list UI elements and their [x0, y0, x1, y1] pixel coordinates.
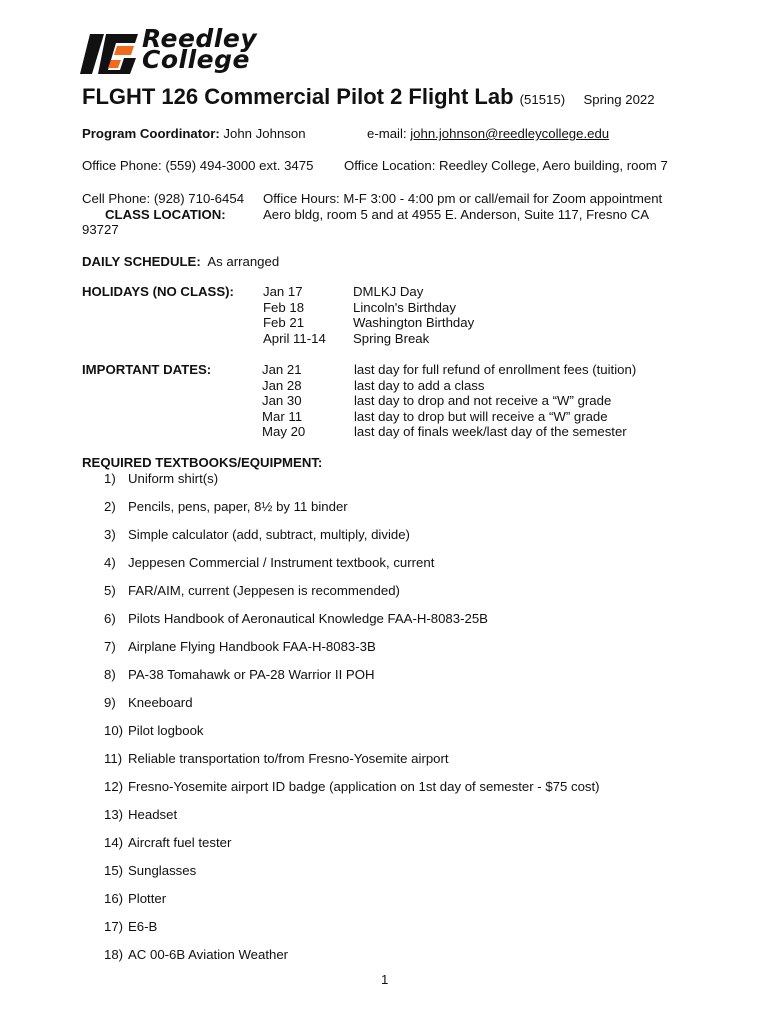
important-date-list [262, 362, 305, 440]
program-coordinator: Program Coordinator: John Johnson [82, 126, 306, 141]
important-date-note: last day for full refund of enrollment fees (tuition) [354, 362, 637, 377]
important-dates-label: IMPORTANT DATES: [82, 362, 212, 377]
list-item: 2) Pencils, pens, paper, 8½ by 11 binder [104, 499, 348, 514]
holiday-name: Lincoln's Birthday [353, 299, 456, 315]
important-date-note: last day to drop and not receive a “W” grade [354, 393, 612, 408]
cell-phone: Cell Phone: (928) 710-6454 [82, 191, 245, 206]
important-date: May 20 [262, 424, 306, 439]
office-location: Office Location: Reedley College, Aero building, room 7 [344, 158, 668, 173]
holiday-date: Jan 17 [263, 284, 303, 299]
class-location: Aero bldg, room 5 and at 4955 E. Anderson, Suite 117, Fresno CA [263, 207, 650, 222]
logo-wordmark: Reedley College [142, 24, 258, 74]
list-item: 14) Aircraft fuel tester [104, 835, 232, 850]
holiday-date: April 11-14 [263, 330, 326, 346]
important-date-note: last day to add a class [354, 377, 485, 393]
class-location-label: CLASS LOCATION: [105, 207, 226, 222]
list-item: 18) AC 00-6B Aviation Weather [104, 947, 289, 962]
list-item: 5) FAR/AIM, current (Jeppesen is recommended) [104, 583, 400, 598]
list-item: 15) Sunglasses [104, 863, 197, 878]
important-date: Jan 30 [262, 393, 302, 408]
list-item: 7) Airplane Flying Handbook FAA-H-8083-3B [104, 639, 376, 654]
important-date-note: last day of finals week/last day of the semester [354, 424, 627, 439]
course-crn: (51515) [519, 92, 566, 107]
office-hours: Office Hours: M-F 3:00 - 4:00 pm or call/email for Zoom appointment [263, 191, 663, 206]
list-item: 3) Simple calculator (add, subtract, multiply, divide) [104, 527, 410, 542]
holiday-names [353, 284, 474, 346]
important-date: Jan 21 [262, 362, 302, 377]
list-item: 12) Fresno-Yosemite airport ID badge (application on 1st day of semester - $75 cost) [104, 779, 600, 794]
important-date: Mar 11 [262, 408, 303, 424]
list-item: 1) Uniform shirt(s) [104, 471, 219, 486]
page-number: 1 [381, 972, 389, 987]
office-phone: Office Phone: (559) 494-3000 ext. 3475 [82, 158, 314, 173]
holiday-name: DMLKJ Day [353, 284, 424, 299]
list-item: 11) Reliable transportation to/from Fresno-Yosemite airport [104, 751, 449, 766]
textbooks-heading: REQUIRED TEXTBOOKS/EQUIPMENT: [82, 455, 323, 470]
list-item: 8) PA-38 Tomahawk or PA-28 Warrior II POH [104, 667, 375, 682]
holiday-dates [263, 284, 326, 346]
holiday-date: Feb 18 [263, 299, 305, 315]
list-item: 16) Plotter [104, 891, 167, 906]
list-item: 10) Pilot logbook [104, 723, 204, 738]
textbooks-list [104, 470, 600, 974]
daily-schedule: DAILY SCHEDULE: As arranged [82, 254, 280, 269]
class-location-zip: 93727 [82, 222, 119, 237]
course-title: FLGHT 126 Commercial Pilot 2 Flight Lab (51515) Spring 2022 [82, 84, 655, 109]
coordinator-email: e-mail: john.johnson@reedleycollege.edu [367, 126, 610, 141]
important-date-notes [354, 362, 636, 440]
list-item: 4) Jeppesen Commercial / Instrument textbook, current [104, 555, 435, 570]
holidays-label: HOLIDAYS (NO CLASS): [82, 284, 234, 299]
important-date: Jan 28 [262, 377, 302, 393]
email-link[interactable]: john.johnson@reedleycollege.edu [410, 126, 610, 141]
list-item: 9) Kneeboard [104, 695, 193, 710]
list-item: 6) Pilots Handbook of Aeronautical Knowledge FAA-H-8083-25B [104, 611, 488, 626]
rc-logo-mark-icon [80, 34, 140, 76]
course-term: Spring 2022 [583, 92, 655, 107]
reedley-college-logo [80, 24, 300, 78]
holiday-name: Spring Break [353, 330, 430, 346]
important-date-note: last day to drop but will receive a “W” grade [354, 408, 608, 424]
holiday-date: Feb 21 [263, 315, 305, 330]
list-item: 17) E6-B [104, 919, 158, 934]
list-item: 13) Headset [104, 807, 178, 822]
holiday-name: Washington Birthday [353, 315, 475, 330]
